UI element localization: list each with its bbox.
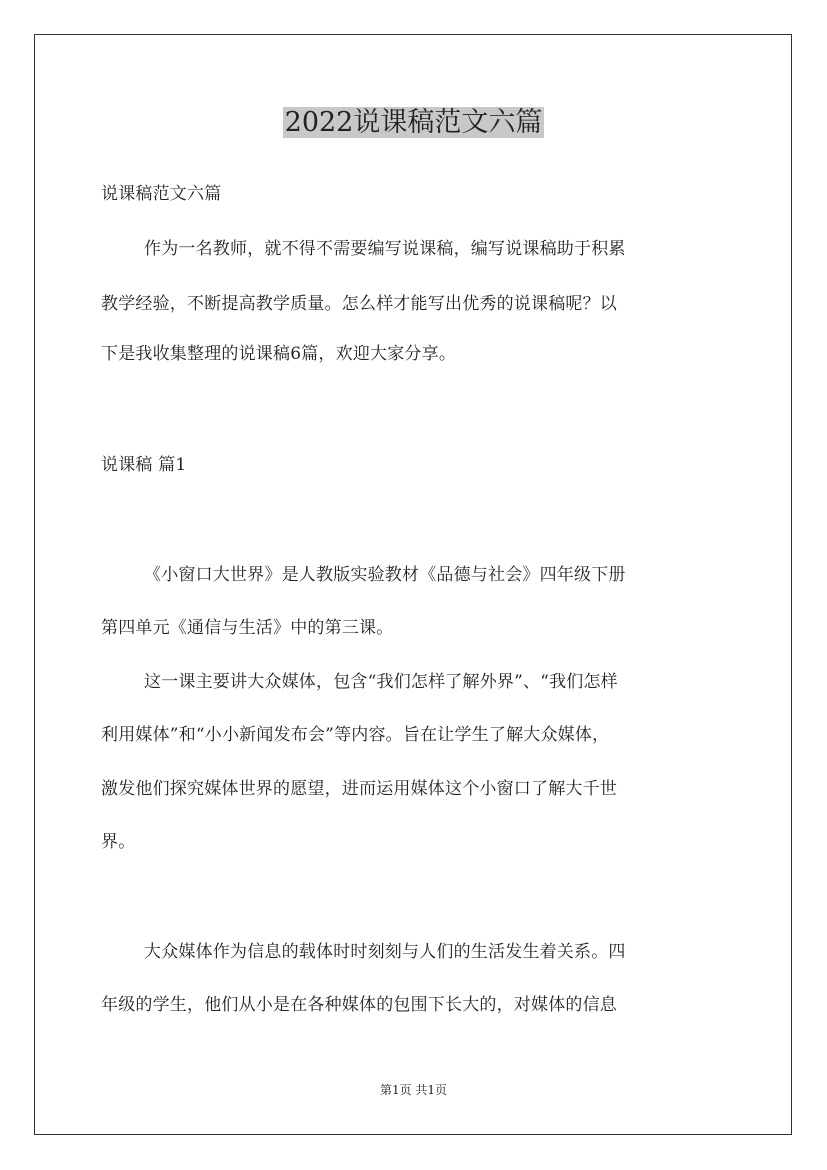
document-title-text: 2022说课稿范文六篇 [284,107,543,138]
document-subtitle: 说课稿范文六篇 [101,184,222,204]
document-title [0,103,827,143]
intro-line-1: 作为一名教师，就不得不需要编写说课稿，编写说课稿助于积累 [144,239,626,259]
para3-line-2: 年级的学生，他们从小是在各种媒体的包围下长大的，对媒体的信息 [101,995,617,1015]
para3-line-1: 大众媒体作为信息的载体时时刻刻与人们的生活发生着关系。四 [144,942,626,962]
para1-line-2: 第四单元《通信与生活》中的第三课。 [101,618,394,638]
para2-line-3: 激发他们探究媒体世界的愿望，进而运用媒体这个小窗口了解大千世 [101,779,617,799]
para2-line-2: 利用媒体”和“小小新闻发布会”等内容。旨在让学生了解大众媒体， [101,725,610,745]
para2-line-4: 界。 [101,832,136,852]
page-footer: 第1页 共1页 [379,1083,448,1097]
para2-line-1: 这一课主要讲大众媒体，包含“我们怎样了解外界”、“我们怎样 [144,672,618,692]
intro-line-3: 下是我收集整理的说课稿6篇，欢迎大家分享。 [101,344,457,364]
para1-line-1: 《小窗口大世界》是人教版实验教材《品德与社会》四年级下册 [144,565,626,585]
intro-line-2: 教学经验，不断提高教学质量。怎么样才能写出优秀的说课稿呢？以 [101,294,617,314]
section-heading: 说课稿 篇1 [101,455,187,475]
